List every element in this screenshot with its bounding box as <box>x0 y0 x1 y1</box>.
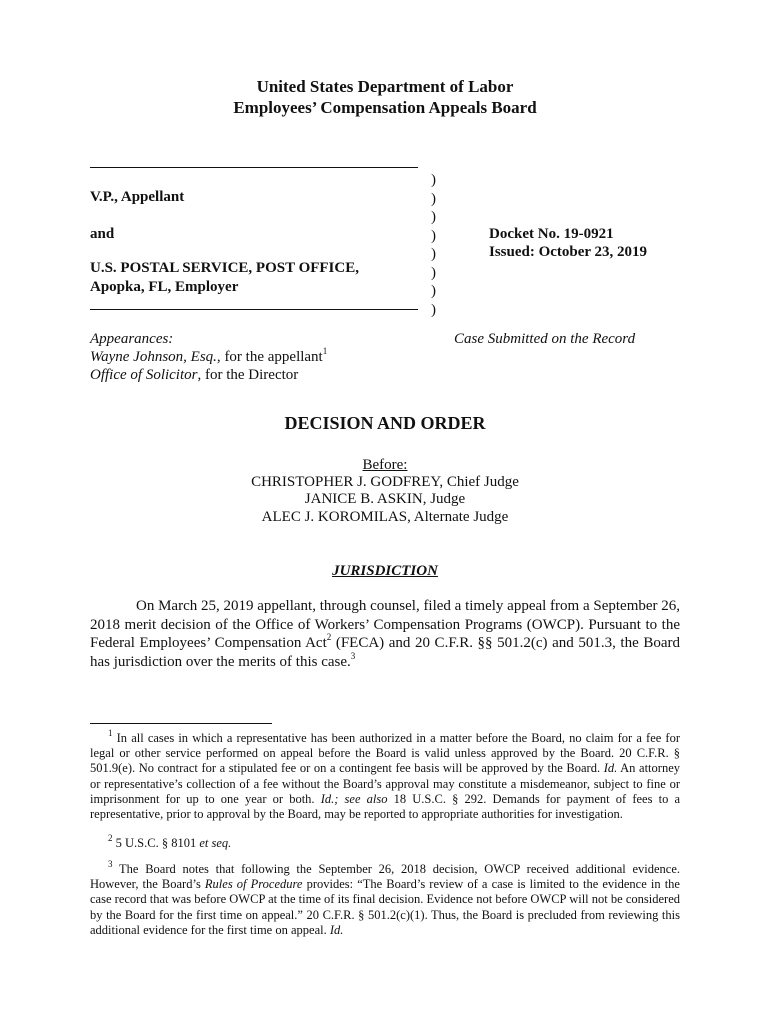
before-label: Before: <box>362 457 408 473</box>
caption-paren: ) <box>431 172 436 188</box>
employer-line-1: U.S. POSTAL SERVICE, POST OFFICE, <box>90 260 359 276</box>
director-representative <box>90 366 298 384</box>
caption-top-rule <box>90 167 418 168</box>
case-submitted-note: Case Submitted on the Record <box>454 331 636 347</box>
caption-bottom-rule <box>90 309 418 310</box>
footnote-3 <box>90 858 680 938</box>
caption-parenthesis-column <box>431 171 436 319</box>
appearances-label: Appearances: <box>90 331 174 347</box>
agency-name: United States Department of Labor <box>256 77 514 96</box>
footnote-1-text-2: An attorney or representative’s collection of a fee without the Board’s approval may constitute a misdemeanor, subject to fine or imprisonment for up to one year or both. <box>90 761 680 806</box>
footnote-3-text: The Board notes that following the September 26, 2018 decision, OWCP received additional evidence. However, the Board’s <box>90 862 680 892</box>
footnote-1-text: In all cases in which a representative has been authorized in a matter before the Board, no claim for a fee for legal or other service performed on appeal before the Board is valid unless approved by the Board. 20 C.F.R. § 501.9(e). No contract for a stipulated fee or on a contingent fee basis will be approved by the Board. <box>90 731 680 776</box>
judge-1: CHRISTOPHER J. GODFREY, Chief Judge <box>251 474 519 490</box>
caption-paren: ) <box>431 209 436 225</box>
board-name: Employees’ Compensation Appeals Board <box>233 98 537 117</box>
footnote-2-text: 5 U.S.C. § 8101 <box>115 836 200 850</box>
footnote-1-see-also: Id.; see also <box>320 791 388 806</box>
jurisdiction-text-1: On March 25, 2019 appellant, through counsel, filed a timely appeal from a September 26, 2018 merit decision of the Office of Workers’ Compensation Programs (OWCP). Pursuant to the Federal Employees’ Compensation Act <box>90 598 681 651</box>
footnote-1-number: 1 <box>108 727 113 738</box>
jurisdiction-heading-wrap <box>0 562 770 580</box>
appellant-representative <box>90 348 327 366</box>
employer-line-2: Apopka, FL, Employer <box>90 279 239 295</box>
footnote-2-et-seq: et seq. <box>199 836 232 850</box>
footnote-1-text-3: 18 U.S.C. § 292. Demands for payment of fees to a representative, prior to approval by the Board, may be reported to appropriate authorities for investigation. <box>90 791 681 822</box>
jurisdiction-text-2: (FECA) and 20 C.F.R. §§ 501.2(c) and 501.3, the Board has jurisdiction over the merits of this case. <box>90 635 680 670</box>
docket-number: Docket No. 19-0921 <box>489 226 614 242</box>
caption-paren: ) <box>431 301 436 318</box>
footnote-ref-1[interactable]: 1 <box>322 346 328 356</box>
footnote-1-id: Id. <box>603 761 618 776</box>
representative-role: for the appellant <box>220 349 323 365</box>
footnote-2-number: 2 <box>108 832 113 843</box>
jurisdiction-heading: JURISDICTION <box>332 563 438 579</box>
footnote-3-number: 3 <box>108 858 113 869</box>
director-name: Office of Solicitor <box>90 367 198 383</box>
caption-and: and <box>90 226 115 242</box>
caption-paren: ) <box>431 227 436 244</box>
caption-paren: ) <box>431 264 436 281</box>
footnote-2 <box>90 832 680 851</box>
footnote-separator <box>90 723 272 724</box>
jurisdiction-paragraph <box>90 597 680 671</box>
judge-2: JANICE B. ASKIN, Judge <box>304 491 466 507</box>
footnote-3-rules: Rules of Procedure <box>204 877 303 892</box>
judge-3: ALEC J. KOROMILAS, Alternate Judge <box>261 509 509 525</box>
caption-paren: ) <box>431 283 436 299</box>
footnote-1 <box>90 727 681 822</box>
appellant-name: V.P., Appellant <box>90 189 185 205</box>
representative-name: Wayne Johnson, Esq., <box>90 349 221 365</box>
panel-before <box>0 456 770 474</box>
footnote-3-id: Id. <box>329 922 344 937</box>
footnote-ref-3[interactable]: 3 <box>350 650 356 661</box>
footnote-3-text-2: provides: “The Board’s review of a case is limited to the evidence in the case record that was before OWCP at the time of its final decision. Evidence not before OWCP will not be considered by the Board for the first time on appeal.” 20 C.F.R. § 501.2(c)(1). Thus, the Board is precluded from reviewing this additional evidence for the first time on appeal. <box>90 877 680 937</box>
caption-paren: ) <box>431 246 436 262</box>
footnote-ref-2[interactable]: 2 <box>326 632 332 642</box>
director-role: , for the Director <box>197 367 299 383</box>
issued-date: Issued: October 23, 2019 <box>489 244 648 260</box>
caption-paren: ) <box>431 190 436 207</box>
decision-title: DECISION AND ORDER <box>284 413 486 433</box>
